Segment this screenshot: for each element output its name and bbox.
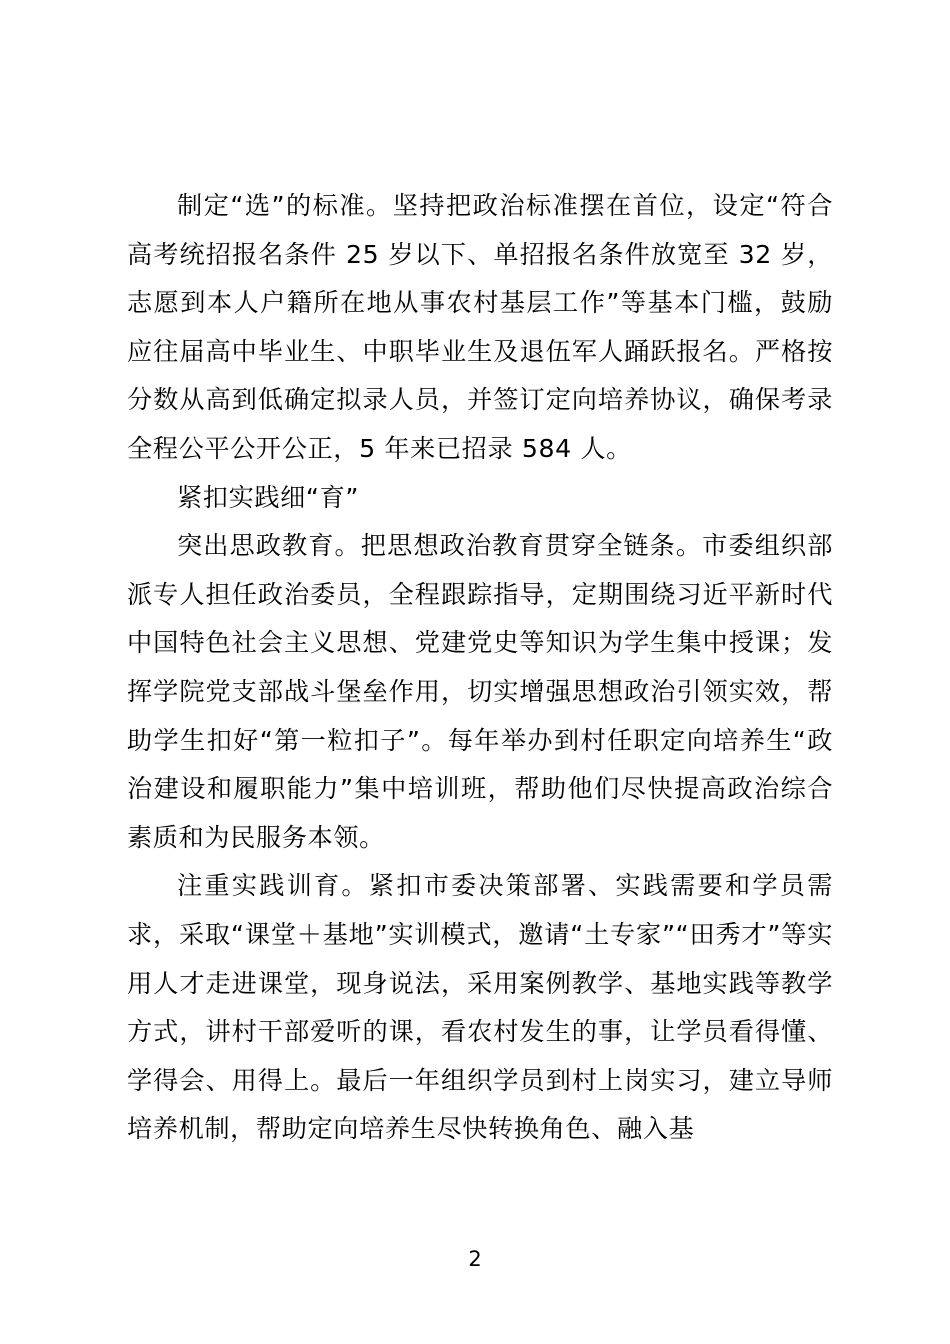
paragraph-selection-standard: 制定“选”的标准。坚持把政治标准摆在首位，设定“符合高考统招报名条件 25 岁以下、单招报名条件放宽至 32 岁，志愿到本人户籍所在地从事农村基层工作”等基本门槛，鼓励应往届高中毕业生、中职毕业生及退伍军人踊跃报名。严格按分数从高到低确定拟录人员，并签订定向培养协议，确保考录全程公平公开公正，5 年来已招录 584 人。	[127, 191, 833, 463]
paragraph-practical-training: 注重实践训育。紧扣市委决策部署、实践需要和学员需求，采取“课堂＋基地”实训模式，邀请“土专家”“田秀才”等实用人才走进课堂，现身说法，采用案例教学、基地实践等教学方式，讲村干部爱听的课，看农村发生的事，让学员看得懂、学得会、用得上。最后一年组织学员到村上岗实习，建立导师培养机制，帮助定向培养生尽快转换角色、融入基	[127, 871, 833, 1144]
section-heading-practice: 紧扣实践细“育”	[177, 482, 360, 512]
page-number: 2	[468, 1247, 482, 1271]
paragraph-political-education: 突出思政教育。把思想政治教育贯穿全链条。市委组织部派专人担任政治委员，全程跟踪指导，定期围绕习近平新时代中国特色社会主义思想、党建党史等知识为学生集中授课；发挥学院党支部战斗堡垒作用，切实增强思想政治引领实效，帮助学生扣好“第一粒扣子”。每年举办到村任职定向培养生“政治建设和履职能力”集中培训班，帮助他们尽快提高政治综合素质和为民服务本领。	[127, 531, 833, 852]
document-body	[127, 182, 833, 1154]
